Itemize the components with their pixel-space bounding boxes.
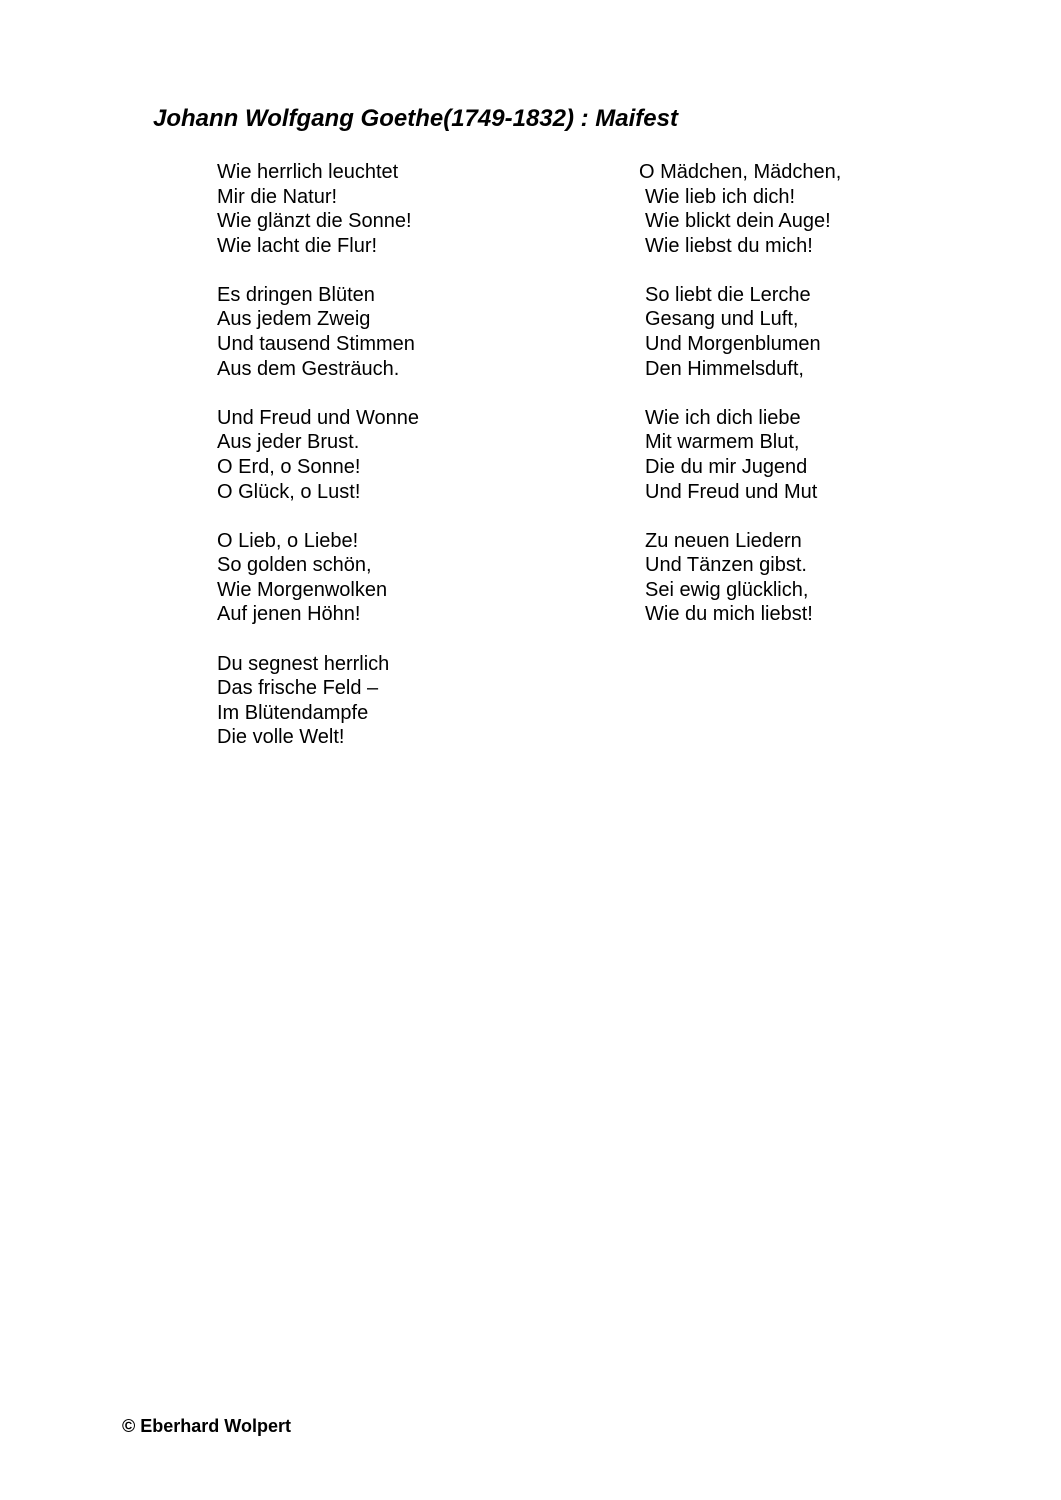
stanza (217, 652, 419, 750)
poem-line: Wie liebst du mich! (645, 234, 813, 257)
stanza (639, 160, 842, 258)
poem-line: Aus jedem Zweig (217, 308, 371, 331)
stanza (217, 406, 419, 504)
poem-line: Du segnest herrlich (217, 652, 390, 675)
poem-line: Und tausend Stimmen (217, 333, 415, 356)
poem-line: Aus jeder Brust. (217, 431, 360, 454)
poem-line: So golden schön, (217, 554, 372, 577)
poem-line: So liebt die Lerche (645, 283, 811, 306)
poem-line: Und Morgenblumen (645, 333, 821, 356)
poem-line: Es dringen Blüten (217, 283, 375, 306)
poem-column-left (217, 160, 419, 774)
poem-line: Und Freud und Wonne (217, 406, 419, 429)
poem-line: Auf jenen Höhn! (217, 603, 361, 626)
poem-line: Gesang und Luft, (645, 308, 799, 331)
poem-line: O Erd, o Sonne! (217, 455, 361, 478)
stanza (645, 529, 841, 627)
poem-line: Und Tänzen gibst. (645, 554, 807, 577)
poem-line: Im Blütendampfe (217, 701, 369, 724)
poem-line: Mit warmem Blut, (645, 431, 800, 454)
poem-line: Den Himmelsduft, (645, 357, 804, 380)
poem-line: Sei ewig glücklich, (645, 578, 809, 601)
poem-line: Mir die Natur! (217, 185, 338, 208)
poem-line: Wie herrlich leuchtet (217, 161, 399, 183)
stanza (217, 529, 419, 627)
poem-line: Zu neuen Liedern (645, 529, 802, 552)
stanza (217, 160, 419, 258)
poem-line: Wie Morgenwolken (217, 578, 388, 601)
poem-line: O Mädchen, Mädchen, (639, 161, 842, 183)
poem-line: Wie lacht die Flur! (217, 234, 378, 257)
poem-line: Wie glänzt die Sonne! (217, 210, 412, 233)
poem-line: O Glück, o Lust! (217, 480, 361, 503)
poem-line: Wie du mich liebst! (645, 603, 813, 626)
poem-line: Und Freud und Mut (645, 480, 818, 503)
stanza (645, 406, 841, 504)
copyright-footer: © Eberhard Wolpert (122, 1416, 291, 1436)
poem-line: Wie blickt dein Auge! (645, 210, 831, 233)
poem-line: Die volle Welt! (217, 726, 345, 749)
page-title: Johann Wolfgang Goethe(1749-1832) : Maifest (153, 105, 678, 132)
stanza (217, 283, 419, 381)
poem-line: Aus dem Gesträuch. (217, 357, 400, 380)
poem-line: Das frische Feld – (217, 677, 379, 700)
stanza (645, 283, 841, 381)
poem-line: Wie lieb ich dich! (645, 185, 796, 208)
poem-column-right (639, 160, 842, 652)
poem-line: O Lieb, o Liebe! (217, 529, 359, 552)
poem-line: Wie ich dich liebe (645, 406, 801, 429)
poem-line: Die du mir Jugend (645, 455, 808, 478)
